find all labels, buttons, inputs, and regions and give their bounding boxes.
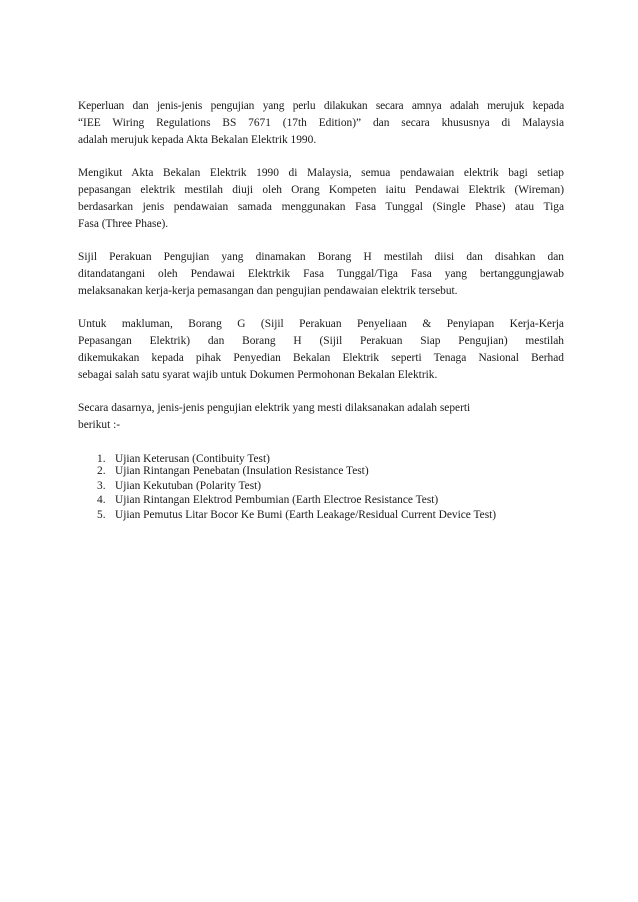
document-body [78, 98, 564, 522]
paragraph-line: berdasarkan jenis pendawaian samada menggunakan Fasa Tunggal (Single Phase) atau Tiga [78, 201, 564, 213]
test-list [97, 455, 564, 522]
paragraph-line: “IEE Wiring Regulations BS 7671 (17th Edition)” dan secara khususnya di Malaysia [78, 117, 564, 129]
paragraph-forms [78, 316, 564, 384]
paragraph-act [78, 165, 564, 233]
paragraph-line: Mengikut Akta Bekalan Elektrik 1990 di Malaysia, semua pendawaian elektrik bagi setiap [78, 167, 564, 179]
paragraph-line: adalah merujuk kepada Akta Bekalan Elektrik 1990. [78, 134, 317, 146]
paragraph-line: Keperluan dan jenis-jenis pengujian yang perlu dilakukan secara amnya adalah merujuk kepada [78, 100, 564, 112]
list-item [97, 455, 564, 464]
list-item-number: 3. [97, 479, 106, 492]
list-item-text: Ujian Pemutus Litar Bocor Ke Bumi (Earth Leakage/Residual Current Device Test) [115, 508, 497, 521]
paragraph-line: Secara dasarnya, jenis-jenis pengujian elektrik yang mesti dilaksanakan adalah seperti [78, 402, 471, 414]
list-item [97, 479, 564, 494]
list-item [97, 493, 564, 508]
list-item-number: 2. [97, 465, 106, 477]
list-item [97, 464, 564, 479]
paragraph-line: berikut :- [78, 419, 121, 431]
paragraph-requirements [78, 98, 564, 149]
paragraph-certificate [78, 249, 564, 300]
paragraph-intro-list [78, 400, 564, 434]
paragraph-line: Untuk makluman, Borang G (Sijil Perakuan Penyeliaan & Penyiapan Kerja-Kerja [78, 318, 564, 330]
list-item-text: Ujian Rintangan Penebatan (Insulation Resistance Test) [115, 465, 369, 477]
paragraph-line: Pepasangan Elektrik) dan Borang H (Sijil Perakuan Siap Pengujian) mestilah [78, 335, 564, 347]
list-item-text: Ujian Keterusan (Contibuity Test) [115, 453, 270, 465]
paragraph-line: Sijil Perakuan Pengujian yang dinamakan Borang H mestilah diisi dan disahkan dan [78, 251, 564, 263]
paragraph-line: melaksanakan kerja-kerja pemasangan dan pengujian pendawaian elektrik tersebut. [78, 285, 458, 297]
paragraph-line: Fasa (Three Phase). [78, 218, 169, 230]
list-item [97, 508, 564, 523]
paragraph-line: ditandatangani oleh Pendawai Elektrkik Fasa Tunggal/Tiga Fasa yang bertanggungjawab [78, 268, 564, 280]
list-item-number: 1. [97, 453, 106, 465]
list-item-number: 4. [97, 494, 106, 506]
list-item-text: Ujian Rintangan Elektrod Pembumian (Earth Electroe Resistance Test) [115, 494, 439, 506]
paragraph-line: sebagai salah satu syarat wajib untuk Dokumen Permohonan Bekalan Elektrik. [78, 369, 438, 381]
paragraph-line: pepasangan elektrik mestilah diuji oleh Orang Kompeten iaitu Pendawai Elektrik (Wireman) [78, 184, 564, 196]
paragraph-line: dikemukakan kepada pihak Penyedian Bekalan Elektrik seperti Tenaga Nasional Berhad [78, 352, 564, 364]
list-item-number: 5. [97, 508, 106, 521]
list-item-text: Ujian Kekutuban (Polarity Test) [115, 479, 262, 492]
